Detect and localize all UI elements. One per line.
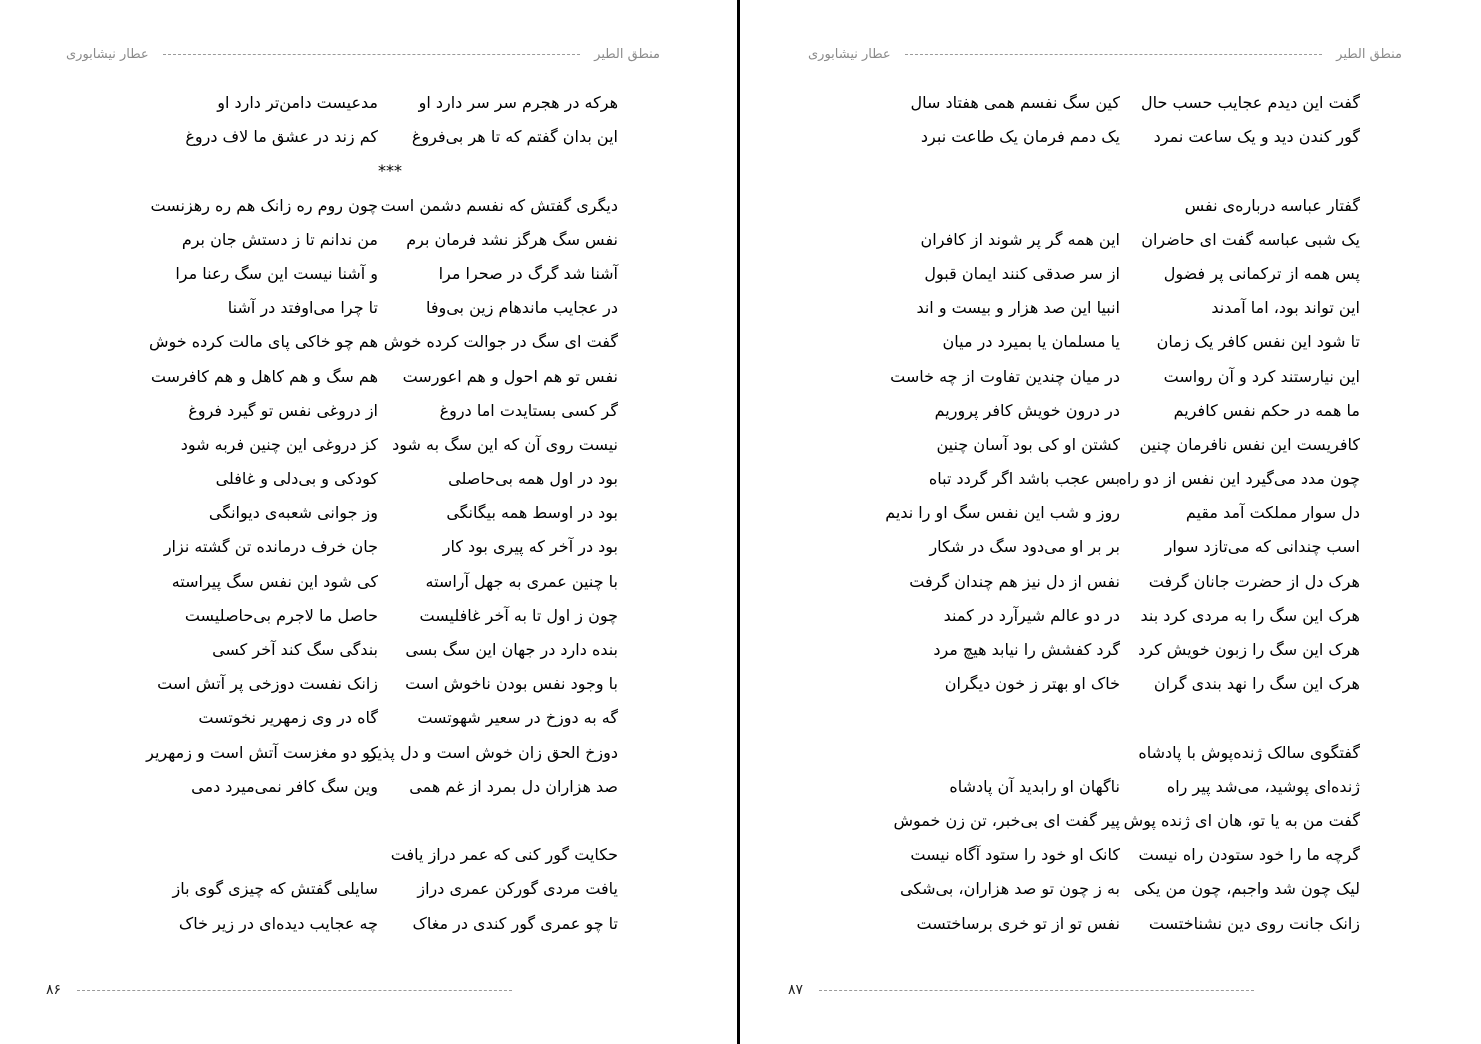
- couplet: [850, 120, 1360, 154]
- hemistich-second: این همه گر پر شوند از کافران: [920, 229, 1120, 249]
- hemistich-second: وز جوانی شعبه‌ی دیوانگی: [208, 503, 378, 523]
- hemistich-second: سایلی گفتش که چیزی گوی باز: [172, 879, 378, 899]
- hemistich-second: جان خرف درمانده تن گشته نزار: [163, 537, 378, 557]
- couplet: [850, 291, 1360, 325]
- couplet: [850, 667, 1360, 701]
- section-title: [110, 838, 618, 872]
- hemistich-second: کم زند در عشق ما لاف دروغ: [185, 127, 378, 147]
- couplet: [850, 360, 1360, 394]
- hemistich-first: کافریست این نفس نافرمان چنین: [1139, 434, 1360, 454]
- couplet: [110, 325, 618, 359]
- hemistich-first: زانک جانت روی دین نشناختست: [1148, 913, 1360, 933]
- couplet: [850, 804, 1360, 838]
- section-title-text: گفتار عباسه دربار‌ه‌ی نفس: [1184, 195, 1360, 215]
- header-author: عطار نیشابوری: [66, 46, 149, 62]
- couplet: [850, 462, 1360, 496]
- page-footer: [46, 980, 512, 1000]
- couplet: [110, 565, 618, 599]
- couplet: [110, 599, 618, 633]
- hemistich-first: ما همه در حکم نفس کافریم: [1173, 400, 1360, 420]
- hemistich-second: من ندانم تا ز دستش جان برم: [181, 229, 378, 249]
- hemistich-first: چون مدد می‌گیرد این نفس از دو راه: [1118, 469, 1360, 489]
- hemistich-first: پس همه از ترکمانی پر فضول: [1163, 263, 1360, 283]
- couplet: [110, 736, 618, 770]
- hemistich-first: بود در اوسط همه بیگانگی: [446, 503, 618, 523]
- hemistich-second: از سر صدقی کنند ایمان قبول: [924, 263, 1120, 283]
- couplet: [850, 530, 1360, 564]
- hemistich-first: نفس تو هم احول و هم اعورست: [402, 366, 618, 386]
- hemistich-first: لیک چون شد واجبم، چون من یکی: [1133, 879, 1360, 899]
- hemistich-first: نفس سگ هرگز نشد فرمان برم: [406, 229, 618, 249]
- hemistich-first: بنده دارد در جهان این سگ بسی: [405, 640, 618, 659]
- hemistich-second: چون روم ره زانک هم ره رهزنست: [150, 195, 378, 215]
- hemistich-second: حاصل ما لاجرم بی‌حاصلیست: [184, 605, 378, 625]
- section-title-text: گفتگوی سالک ژنده‌پوش با پادشاه: [1138, 742, 1360, 762]
- hemistich-second: کو دو مغزست آتش است و زمهریر: [146, 742, 378, 762]
- hemistich-first: در عجایب ماندهام زین بی‌وفا: [425, 298, 618, 318]
- hemistich-second: وین سگ کافر نمی‌میرد دمی: [191, 776, 378, 796]
- couplet: [850, 872, 1360, 906]
- section-title: [850, 736, 1360, 770]
- header-author: عطار نیشابوری: [808, 46, 891, 62]
- hemistich-first: گه به دوزخ در سعیر شهوتست: [417, 708, 618, 728]
- couplet: [110, 770, 618, 804]
- hemistich-first: این بدان گفتم که تا هر بی‌فروغ: [411, 127, 618, 147]
- hemistich-second: کانک او خود را ستود آگاه نیست: [910, 845, 1120, 865]
- hemistich-first: هرک این سگ را به مردی کرد بند: [1140, 605, 1360, 625]
- couplet: [850, 428, 1360, 462]
- couplet: [850, 907, 1360, 941]
- hemistich-second: در میان چندین تفاوت از چه خاست: [890, 366, 1120, 386]
- couplet: [110, 291, 618, 325]
- hemistich-second: پیر گفت ای بی‌خبر، تن زن خموش: [893, 810, 1120, 830]
- left-page: [0, 0, 737, 1044]
- couplet: [850, 325, 1360, 359]
- hemistich-first: بود در آخر که پیری بود کار: [442, 537, 618, 557]
- couplet: [110, 223, 618, 257]
- header-book-title: منطق الطیر: [594, 46, 660, 62]
- hemistich-first: هرک این سگ را زبون خویش کرد: [1138, 640, 1360, 659]
- hemistich-second: زانک نفست دوزخی پر آتش است: [157, 674, 378, 694]
- hemistich-second: انبیا این صد هزار و بیست و اند: [916, 298, 1120, 318]
- hemistich-second: در دو عالم شیرآرد در کمند: [943, 605, 1120, 625]
- hemistich-first: هرک دل از حضرت جانان گرفت: [1148, 571, 1360, 591]
- poem-body: [850, 86, 1360, 941]
- section-title-text: حکایت گور کنی که عمر دراز یافت: [390, 845, 618, 865]
- hemistich-second: چه عجایب دیده‌ای در زیر خاک: [178, 913, 378, 933]
- couplet: [110, 667, 618, 701]
- hemistich-first: آشنا شد گرگ در صحرا مرا: [438, 263, 618, 283]
- header-book-title: منطق الطیر: [1336, 46, 1402, 62]
- hemistich-second: مدعیست دامن‌تر دارد او: [217, 93, 378, 112]
- hemistich-second: تا چرا می‌اوفتد در آشنا: [227, 298, 378, 318]
- hemistich-second: نفس تو از تو خری برساختست: [916, 913, 1120, 933]
- couplet: [850, 394, 1360, 428]
- couplet: [110, 872, 618, 906]
- hemistich-first: چون ز اول تا به آخر غافلیست: [419, 605, 618, 625]
- couplet: [850, 257, 1360, 291]
- hemistich-second: هم چو خاکی پای مالت کرده خوش: [149, 332, 378, 352]
- hemistich-first: اسب چندانی که می‌تازد سوار: [1164, 537, 1360, 557]
- hemistich-first: تا شود این نفس کافر یک زمان: [1156, 332, 1360, 352]
- hemistich-second: از دروغی نفس تو گیرد فروغ: [188, 400, 378, 420]
- hemistich-second: گاه در وی زمهریر نخوتست: [198, 708, 378, 728]
- header-divider: [163, 54, 580, 55]
- hemistich-first: گفت این دیدم عجایب حسب حال: [1141, 93, 1360, 112]
- page-number: ۸۷: [788, 982, 804, 998]
- hemistich-second: به ز چون تو صد هزاران، بی‌شکی: [899, 879, 1120, 899]
- separator-stars: ***: [378, 161, 402, 181]
- footer-divider: [819, 990, 1254, 991]
- couplet: [110, 701, 618, 735]
- hemistich-first: گرچه ما را خود ستودن راه نیست: [1138, 845, 1360, 865]
- hemistich-first: نیست روی آن که این سگ به شود: [392, 434, 618, 454]
- hemistich-second: و آشنا نیست این سگ رعنا مرا: [175, 263, 378, 283]
- hemistich-second: ناگهان او رابدید آن پادشاه: [949, 776, 1120, 796]
- hemistich-second: کز دروغی این چنین فربه شود: [180, 434, 378, 454]
- right-page: [740, 0, 1481, 1044]
- hemistich-first: با وجود نفس بودن ناخوش است: [405, 674, 618, 694]
- couplet: [110, 462, 618, 496]
- couplet: [110, 360, 618, 394]
- hemistich-second: خاک او بهتر ز خون دیگران: [944, 674, 1120, 694]
- hemistich-first: هرکه در هجرم سر سر دارد او: [418, 93, 618, 112]
- hemistich-second: کین سگ نفسم همی هفتاد سال: [910, 93, 1120, 112]
- couplet: [110, 86, 618, 120]
- hemistich-second: یا مسلمان یا بمیرد در میان: [942, 332, 1120, 352]
- footer-divider: [77, 990, 512, 991]
- couplet: [850, 770, 1360, 804]
- page-header: [66, 44, 660, 64]
- couplet: [110, 120, 618, 154]
- couplet: [110, 633, 618, 667]
- couplet: [850, 86, 1360, 120]
- blank-line: [850, 701, 1360, 735]
- hemistich-first: این نیارستند کرد و آن رواست: [1163, 366, 1360, 386]
- hemistich-first: گفت ای سگ در جوالت کرده خوش: [383, 332, 618, 352]
- blank-line: [110, 804, 618, 838]
- hemistich-first: دل سوار مملکت آمد مقیم: [1185, 503, 1360, 523]
- couplet: [110, 257, 618, 291]
- page-number: ۸۶: [46, 982, 62, 998]
- hemistich-first: گور کندن دید و یک ساعت نمرد: [1153, 127, 1360, 147]
- page-header: [808, 44, 1402, 64]
- hemistich-first: این تواند بود، اما آمدند: [1211, 298, 1360, 318]
- page-footer: [788, 980, 1254, 1000]
- hemistich-first: دوزخ الحق زان خوش است و دل پذیر: [368, 742, 618, 762]
- hemistich-first: تا چو عمری گور کندی در مغاک: [412, 913, 618, 933]
- hemistich-second: در درون خویش کافر پروریم: [934, 400, 1120, 420]
- section-separator: [110, 154, 618, 188]
- couplet: [850, 496, 1360, 530]
- hemistich-second: هم سگ و هم کاهل و هم کافرست: [150, 366, 378, 386]
- hemistich-second: کی شود این نفس سگ پیراسته: [171, 571, 378, 591]
- section-title: [850, 189, 1360, 223]
- couplet: [110, 189, 618, 223]
- couplet: [110, 394, 618, 428]
- hemistich-second: بر بر او می‌دود سگ در شکار: [929, 537, 1120, 557]
- couplet: [110, 428, 618, 462]
- hemistich-first: هرک این سگ را نهد بندی گران: [1153, 674, 1360, 694]
- hemistich-first: گر کسی بستایدت اما دروغ: [439, 400, 618, 420]
- header-divider: [905, 54, 1322, 55]
- couplet: [110, 530, 618, 564]
- hemistich-first: یافت مردی گورکن عمری دراز: [417, 879, 618, 899]
- couplet: [850, 633, 1360, 667]
- hemistich-second: بس عجب باشد اگر گردد تباه: [928, 469, 1120, 489]
- couplet: [850, 599, 1360, 633]
- hemistich-first: صد هزاران دل بمرد از غم همی: [409, 776, 618, 796]
- hemistich-second: یک دمم فرمان یک طاعت نبرد: [920, 127, 1120, 147]
- hemistich-first: دیگری گفتش که نفسم دشمن است: [380, 195, 618, 215]
- hemistich-second: روز و شب این نفس سگ او را ندیم: [885, 503, 1120, 523]
- couplet: [110, 907, 618, 941]
- hemistich-first: با چنین عمری به جهل آراسته: [425, 571, 618, 591]
- hemistich-second: کودکی و بی‌دلی و غافلی: [215, 469, 378, 489]
- couplet: [850, 565, 1360, 599]
- couplet: [110, 496, 618, 530]
- hemistich-second: بندگی سگ کند آخر کسی: [212, 640, 378, 659]
- poem-body: [110, 86, 618, 941]
- hemistich-first: ژنده‌ای پوشید، می‌شد پیر راه: [1166, 776, 1360, 796]
- hemistich-second: نفس از دل نیز هم چندان گرفت: [909, 571, 1120, 591]
- couplet: [850, 838, 1360, 872]
- hemistich-second: گرد کفشش را نیابد هیچ مرد: [933, 640, 1120, 659]
- hemistich-first: گفت من به یا تو، هان ای ژنده پوش: [1123, 810, 1360, 830]
- couplet: [850, 223, 1360, 257]
- hemistich-first: بود در اول همه بی‌حاصلی: [448, 469, 618, 489]
- hemistich-second: کشتن او کی بود آسان چنین: [936, 434, 1120, 454]
- blank-line: [850, 154, 1360, 188]
- hemistich-first: یک شبی عباسه گفت ای حاضران: [1141, 229, 1360, 249]
